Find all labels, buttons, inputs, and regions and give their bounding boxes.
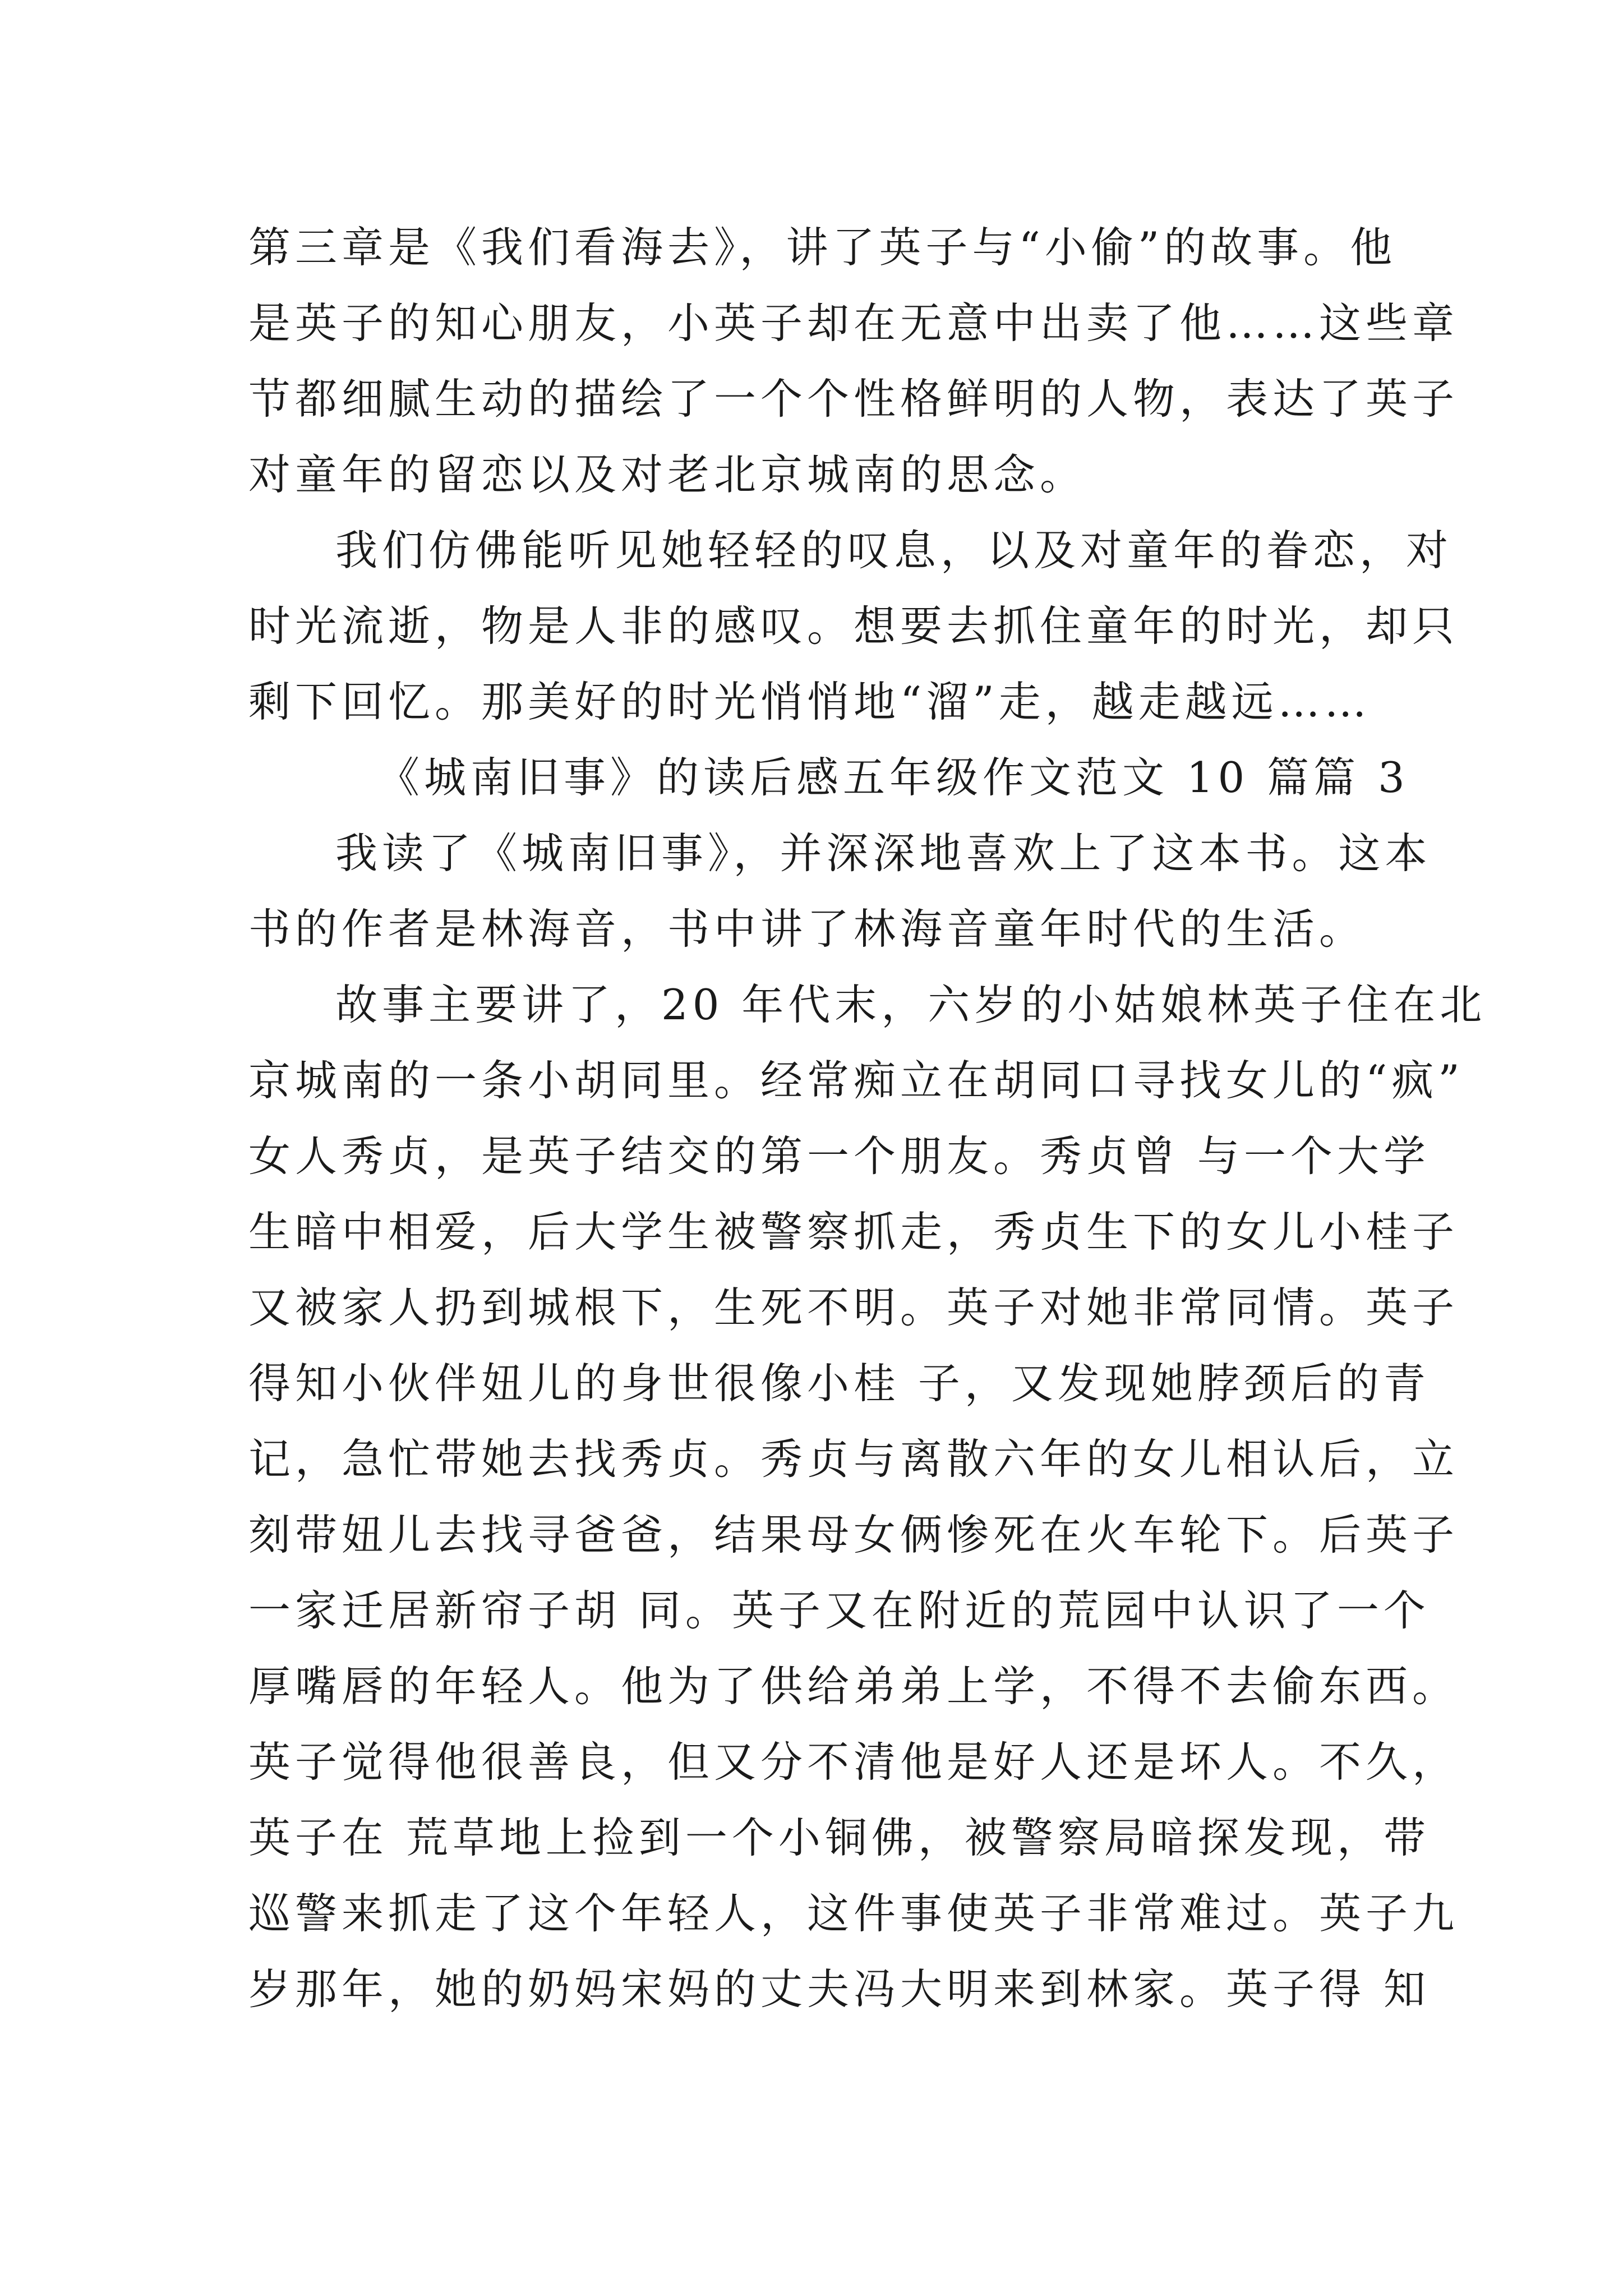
section-heading: 《城南旧事》的读后感五年级作文范文 10 篇篇 3 bbox=[377, 753, 1409, 802]
text-line: 英子觉得他很善良，但又分不清他是好人还是坏人。不久， bbox=[248, 1737, 1459, 1787]
text-line: 一家迁居新帘子胡 同。英子又在附近的荒园中认识了一个 bbox=[248, 1586, 1430, 1635]
text-line: 厚嘴唇的年轻人。他为了供给弟弟上学，不得不去偷东西。 bbox=[248, 1662, 1459, 1711]
text-line: 时光流逝，物是人非的感叹。想要去抓住童年的时光，却只 bbox=[248, 601, 1459, 651]
text-line: 节都细腻生动的描绘了一个个性格鲜明的人物，表达了英子 bbox=[248, 374, 1459, 424]
text-line: 对童年的留恋以及对老北京城南的思念。 bbox=[248, 450, 1087, 499]
text-line: 岁那年，她的奶妈宋妈的丈夫冯大明来到林家。英子得 知 bbox=[248, 1964, 1430, 2014]
text-line: 书的作者是林海音，书中讲了林海音童年时代的生活。 bbox=[248, 904, 1366, 954]
text-line: 京城南的一条小胡同里。经常痴立在胡同口寻找女儿的“疯” bbox=[248, 1056, 1464, 1105]
text-line: 巡警来抓走了这个年轻人，这件事使英子非常难过。英子九 bbox=[248, 1889, 1459, 1938]
text-line: 又被家人扔到城根下，生死不明。英子对她非常同情。英子 bbox=[248, 1283, 1459, 1332]
text-line: 生暗中相爱，后大学生被警察抓走，秀贞生下的女儿小桂子 bbox=[248, 1207, 1459, 1257]
text-line: 英子在 荒草地上捡到一个小铜佛，被警察局暗探发现，带 bbox=[248, 1813, 1430, 1862]
text-line: 女人秀贞，是英子结交的第一个朋友。秀贞曾 与一个大学 bbox=[248, 1131, 1430, 1181]
text-line: 剩下回忆。那美好的时光悄悄地“溜”走，越走越远…… bbox=[248, 677, 1371, 726]
text-line: 刻带妞儿去找寻爸爸，结果母女俩惨死在火车轮下。后英子 bbox=[248, 1510, 1459, 1559]
text-line: 记，急忙带她去找秀贞。秀贞与离散六年的女儿相认后，立 bbox=[248, 1434, 1459, 1484]
text-line: 故事主要讲了，20 年代末，六岁的小姑娘林英子住在北 bbox=[335, 980, 1487, 1029]
document-body bbox=[248, 210, 1487, 2027]
text-line: 是英子的知心朋友，小英子却在无意中出卖了他……这些章 bbox=[248, 298, 1459, 348]
text-line: 第三章是《我们看海去》，讲了英子与“小偷”的故事。他 bbox=[248, 223, 1397, 272]
text-line: 我们仿佛能听见她轻轻的叹息，以及对童年的眷恋，对 bbox=[335, 526, 1453, 575]
text-line: 得知小伙伴妞儿的身世很像小桂 子，又发现她脖颈后的青 bbox=[248, 1359, 1430, 1408]
text-line: 我读了《城南旧事》，并深深地喜欢上了这本书。这本 bbox=[335, 829, 1432, 878]
